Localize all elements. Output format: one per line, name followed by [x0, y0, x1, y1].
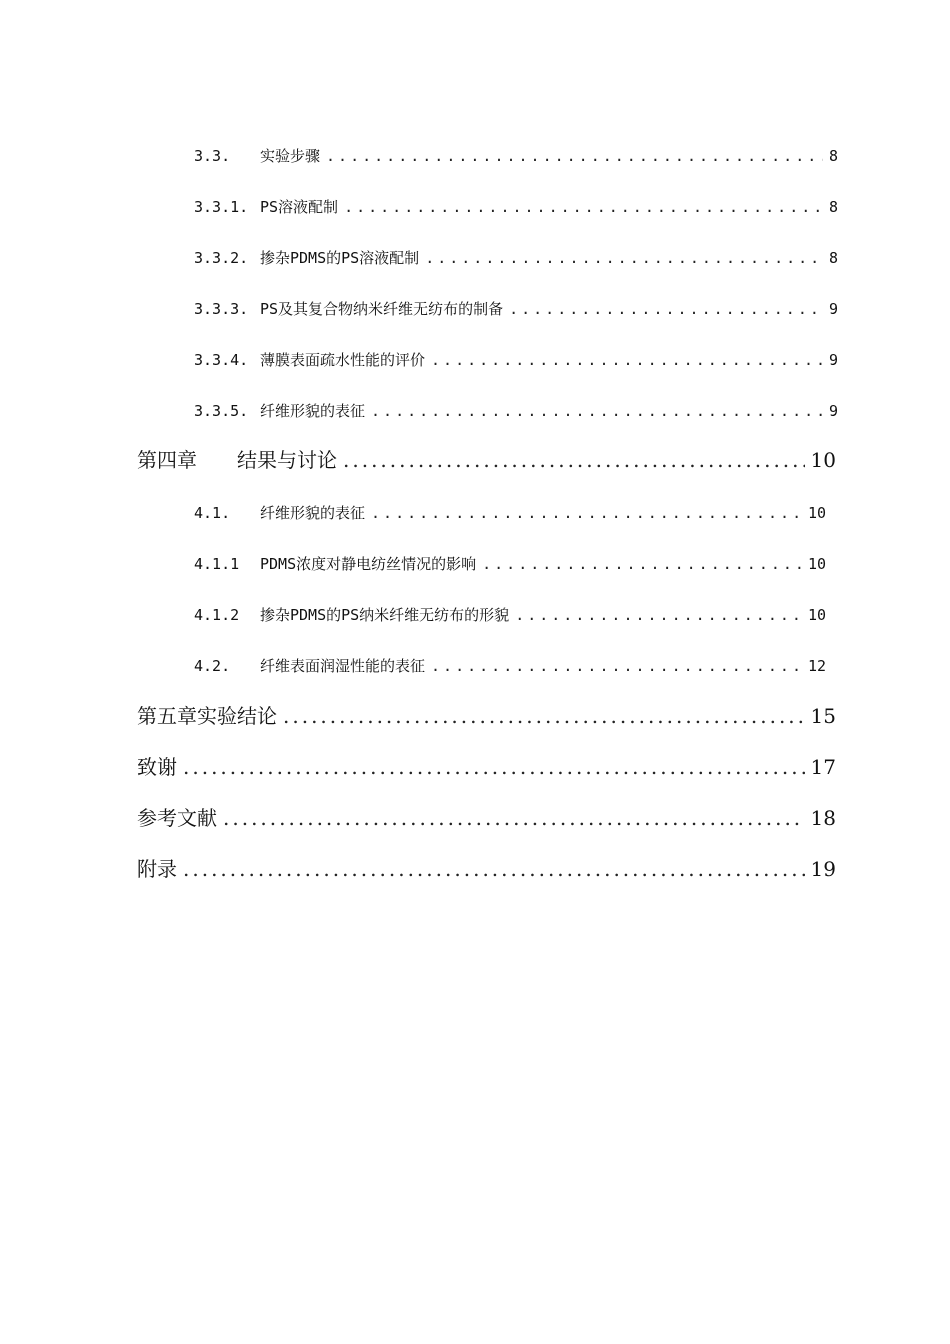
toc-entry-title: 纤维表面润湿性能的表征: [260, 657, 426, 675]
toc-chapter-title: 结果与讨论: [237, 448, 337, 472]
toc-chapter-title: 第五章实验结论: [137, 704, 277, 728]
toc-entry-title: PS及其复合物纳米纤维无纺布的制备: [260, 300, 504, 318]
toc-entry-number: 4.2.: [194, 657, 231, 675]
toc-entry-title: 薄膜表面疏水性能的评价: [260, 351, 426, 369]
toc-chapter-title: 附录: [137, 857, 177, 881]
toc-entry-page: 12: [807, 657, 826, 675]
dot-leader: [183, 755, 805, 779]
dot-leader: [425, 249, 823, 267]
dot-leader: [431, 657, 802, 675]
toc-entry-page: 10: [807, 606, 826, 624]
toc-entry-number: 4.1.1: [194, 555, 240, 573]
toc-entry-page: 8: [828, 198, 838, 216]
toc-chapter-page: 15: [810, 704, 836, 728]
toc-acknowledgements[interactable]: [137, 751, 836, 780]
toc-entry-3-3[interactable]: [194, 145, 838, 166]
toc-entry-number: 3.3.3.: [194, 300, 249, 318]
toc-entry-title: 纤维形貌的表征: [260, 402, 366, 420]
dot-leader: [371, 504, 802, 522]
toc-chapter-page: 18: [810, 806, 836, 830]
dot-leader: [482, 555, 802, 573]
toc-entry-page: 9: [828, 351, 838, 369]
toc-entry-title: 掺杂PDMS的PS溶液配制: [260, 249, 420, 267]
toc-chapter-page: 17: [810, 755, 836, 779]
dot-leader: [183, 857, 805, 881]
dot-leader: [344, 198, 823, 216]
toc-chapter-title: 致谢: [137, 755, 177, 779]
dot-leader: [431, 351, 823, 369]
toc-entry-page: 10: [807, 504, 826, 522]
dot-leader: [343, 448, 805, 472]
toc-entry-title: 纤维形貌的表征: [260, 504, 366, 522]
dot-leader: [326, 147, 823, 165]
dot-leader: [371, 402, 823, 420]
toc-entry-page: 10: [807, 555, 826, 573]
toc-entry-4-2[interactable]: [194, 655, 826, 676]
toc-chapter-number: 第四章: [137, 448, 197, 472]
toc-entry-page: 9: [828, 402, 838, 420]
toc-entry-page: 8: [828, 249, 838, 267]
toc-chapter-title: 参考文献: [137, 806, 217, 830]
dot-leader: [283, 704, 805, 728]
toc-entry-number: 3.3.2.: [194, 249, 249, 267]
toc-entry-3-3-5[interactable]: [194, 400, 838, 421]
toc-entry-number: 3.3.1.: [194, 198, 249, 216]
toc-appendix[interactable]: [137, 853, 836, 882]
toc-entry-number: 4.1.: [194, 504, 231, 522]
toc-entry-3-3-1[interactable]: [194, 196, 838, 217]
toc-entry-page: 8: [828, 147, 838, 165]
toc-chapter-page: 10: [810, 448, 836, 472]
toc-entry-4-1-1[interactable]: [194, 553, 826, 574]
toc-entry-number: 3.3.4.: [194, 351, 249, 369]
toc-entry-3-3-4[interactable]: [194, 349, 838, 370]
dot-leader: [509, 300, 823, 318]
toc-entry-3-3-2[interactable]: [194, 247, 838, 268]
toc-entry-number: 4.1.2: [194, 606, 240, 624]
toc-chapter-5[interactable]: [137, 700, 836, 729]
toc-entry-number: 3.3.5.: [194, 402, 249, 420]
toc-entry-title: 掺杂PDMS的PS纳米纤维无纺布的形貌: [260, 606, 510, 624]
toc-entry-title: PDMS浓度对静电纺丝情况的影响: [260, 555, 477, 573]
dot-leader: [223, 806, 805, 830]
toc-entry-title: PS溶液配制: [260, 198, 339, 216]
toc-entry-number: 3.3.: [194, 147, 231, 165]
toc-entry-3-3-3[interactable]: [194, 298, 838, 319]
toc-chapter-4[interactable]: [137, 444, 836, 473]
dot-leader: [515, 606, 802, 624]
toc-entry-title: 实验步骤: [260, 147, 321, 165]
toc-entry-4-1[interactable]: [194, 502, 826, 523]
toc-entry-4-1-2[interactable]: [194, 604, 826, 625]
toc-references[interactable]: [137, 802, 836, 831]
toc-chapter-page: 19: [810, 857, 836, 881]
toc-entry-page: 9: [828, 300, 838, 318]
